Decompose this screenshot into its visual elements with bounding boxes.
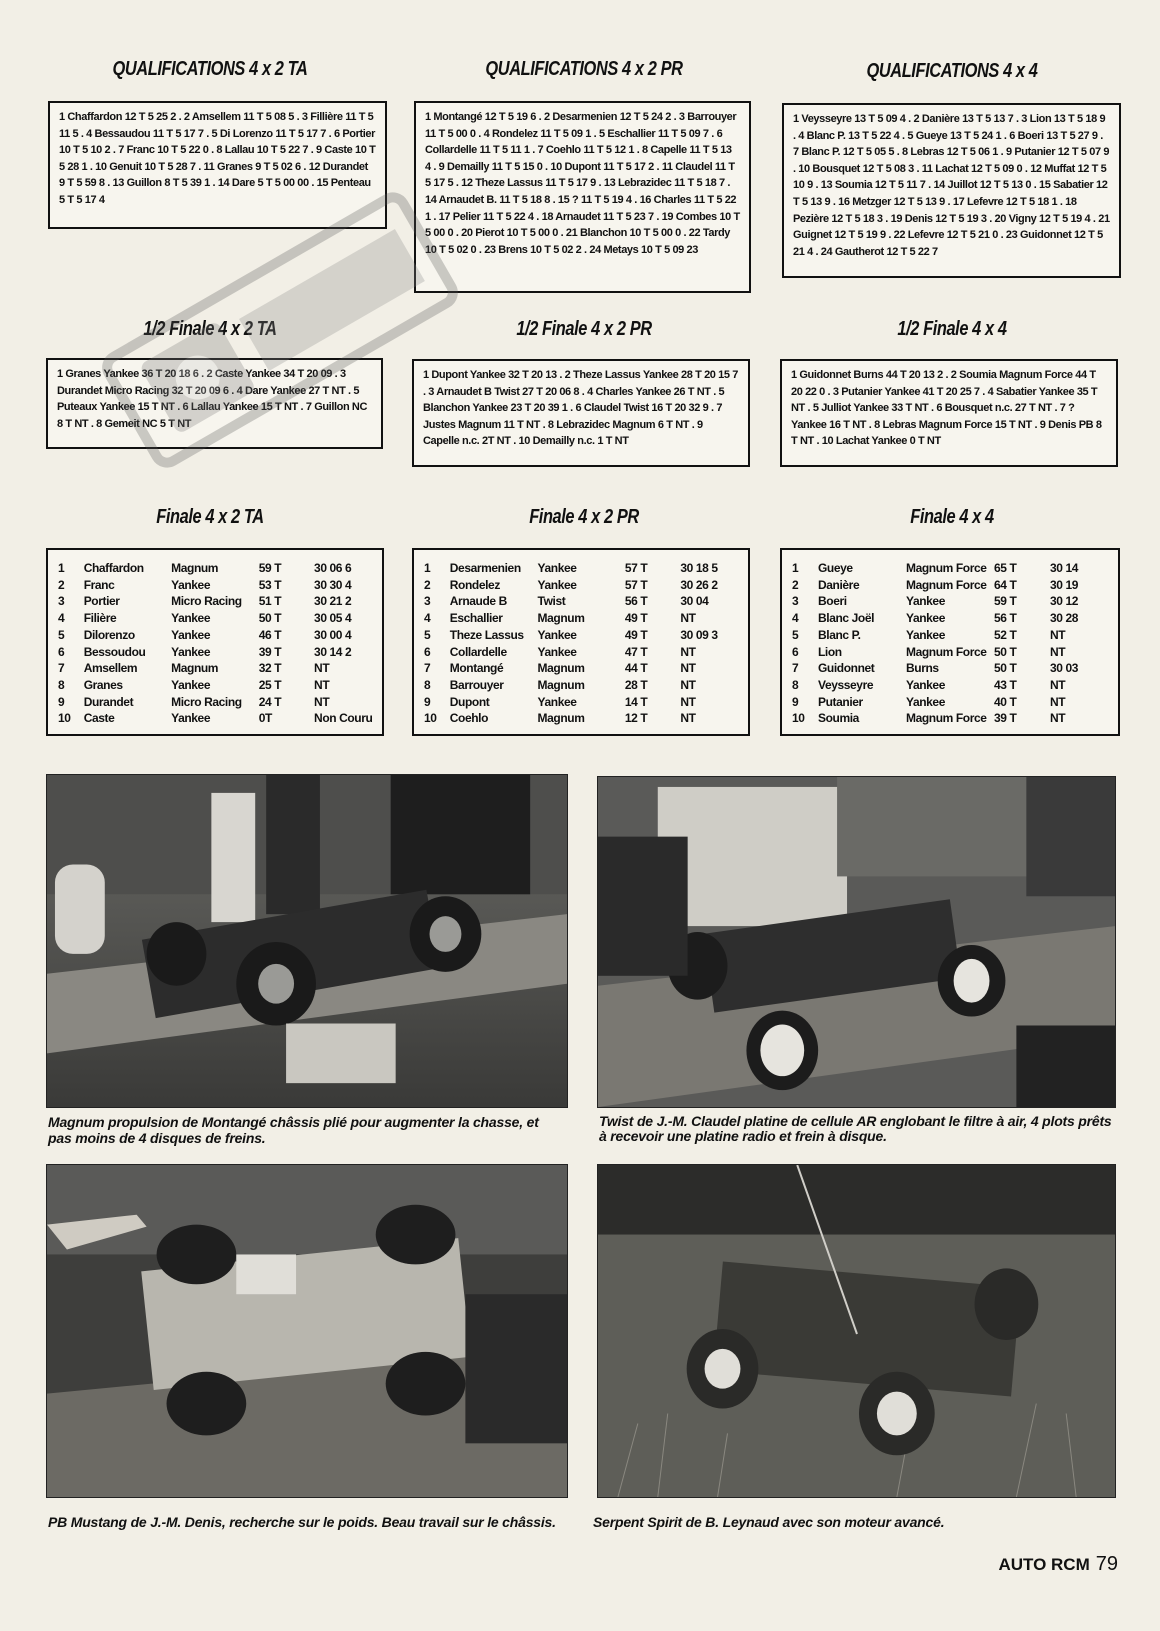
position-cell: 1 [792, 561, 799, 575]
time-cell: 30 28 [1050, 611, 1079, 626]
results-semi-4x2ta [46, 358, 383, 449]
time-cell: 30 21 2 [314, 594, 352, 609]
laps-cell: 56 T [994, 611, 1017, 626]
laps-cell: 0T [258, 711, 272, 726]
position-cell: 9 [792, 694, 799, 709]
table-row [424, 677, 742, 694]
driver-cell: Filière [83, 611, 117, 626]
make-cell: Yankee [906, 594, 945, 609]
make-cell: Magnum Force [906, 577, 987, 592]
time-cell: 30 19 [1050, 577, 1079, 592]
driver-cell: Eschallier [449, 611, 503, 626]
driver-cell: Blanc Joël [818, 611, 875, 626]
results-text: 1 Granes Yankee 36 T 20 18 6 . 2 Caste Yankee 34 T 20 09 . 3 Durandet Micro Racing 32 T 20 09 6 . 4 Dare Yankee 27 T NT . 5 Puteaux Yankee 15 T NT . 6 Lallau Yankee 15 T NT . 7 Guillon NC 8 T NT . 8 Gemeit NC 5 T NT [57, 368, 368, 430]
laps-cell: 49 T [624, 627, 648, 642]
title-qualif-4x2pr: QUALIFICATIONS 4 x 2 PR [485, 58, 683, 80]
position-cell: 9 [424, 694, 431, 709]
final-table-4x2pr [412, 548, 750, 736]
laps-cell: 32 T [258, 661, 282, 676]
position-cell: 10 [424, 711, 437, 726]
position-cell: 7 [58, 661, 65, 676]
time-cell: NT [314, 661, 330, 676]
position-cell: 8 [792, 677, 799, 692]
make-cell: Yankee [537, 561, 577, 575]
table-row [424, 560, 742, 577]
position-cell: 8 [58, 677, 65, 692]
position-cell: 6 [792, 644, 799, 659]
driver-cell: Portier [83, 594, 120, 609]
make-cell: Magnum [537, 661, 585, 676]
time-cell: 30 14 [1050, 561, 1079, 575]
final-results-table [58, 560, 376, 727]
photo-twist-claudel [597, 776, 1116, 1108]
results-semi-4x4 [780, 359, 1118, 467]
title-qualif-4x2ta: QUALIFICATIONS 4 x 2 TA [112, 58, 308, 80]
position-cell: 3 [792, 594, 799, 609]
table-row [58, 694, 376, 711]
table-row [58, 610, 376, 627]
time-cell: NT [680, 644, 696, 659]
make-cell: Yankee [537, 644, 577, 659]
make-cell: Yankee [537, 627, 577, 642]
position-cell: 6 [424, 644, 431, 659]
results-text: 1 Chaffardon 12 T 5 25 2 . 2 Amsellem 11 T 5 08 5 . 3 Fillière 11 T 5 11 5 . 4 Bessaudou 11 T 5 17 7 . 5 Di Lorenzo 11 T 5 17 7 . 6 Portier 10 T 5 10 2 . 7 Franc 10 T 5 22 0 . 8 Lallau 10 T 5 22 7 . 9 Caste 10 T 5 28 1 . 10 Genuit 10 T 5 28 7 . 11 Granes 9 T 5 02 6 . 12 Durandet 9 T 5 59 8 . 13 Guillon 8 T 5 39 1 . 14 Dare 5 T 5 00 00 . 15 Penteau 5 T 5 17 4 [59, 111, 376, 206]
laps-cell: 24 T [258, 694, 282, 709]
time-cell: 30 12 [1050, 594, 1079, 609]
position-cell: 10 [58, 711, 71, 726]
position-cell: 8 [424, 677, 431, 692]
driver-cell: Barrouyer [449, 677, 504, 692]
table-row [792, 644, 1112, 661]
final-results-table [792, 560, 1112, 727]
make-cell: Burns [906, 661, 939, 676]
driver-cell: Coehlo [449, 711, 489, 726]
photo-serpent-spirit-leynaud [597, 1164, 1116, 1498]
make-cell: Yankee [171, 644, 211, 659]
driver-cell: Franc [83, 577, 115, 592]
position-cell: 7 [424, 661, 431, 676]
results-text: 1 Dupont Yankee 32 T 20 13 . 2 Theze Lassus Yankee 28 T 20 15 7 . 3 Arnaudet B Twist 27 T 20 06 8 . 4 Charles Yankee 26 T NT . 5 Blanchon Yankee 23 T 20 39 1 . 6 Claudel Twist 16 T 20 32 9 . 7 Justes Magnum 11 T NT . 8 Lebrazidec Magnum 6 T NT . 9 Capelle n.c. 2T NT . 10 Demailly n.c. 1 T NT [423, 369, 738, 448]
laps-cell: 59 T [258, 561, 282, 575]
driver-cell: Desarmenien [449, 561, 521, 575]
table-row [792, 627, 1112, 644]
driver-cell: Putanier [818, 694, 863, 709]
time-cell: NT [680, 694, 696, 709]
driver-cell: Gueye [818, 561, 853, 575]
laps-cell: 57 T [624, 577, 648, 592]
laps-cell: 65 T [994, 561, 1017, 575]
make-cell: Micro Racing [171, 694, 242, 709]
laps-cell: 52 T [994, 627, 1017, 642]
table-row [58, 677, 376, 694]
laps-cell: 50 T [994, 644, 1017, 659]
table-row [424, 660, 742, 677]
table-row [58, 577, 376, 594]
make-cell: Magnum [537, 711, 585, 726]
laps-cell: 50 T [258, 611, 282, 626]
time-cell: 30 06 6 [314, 561, 352, 575]
time-cell: 30 30 4 [314, 577, 352, 592]
make-cell: Yankee [171, 611, 211, 626]
laps-cell: 39 T [258, 644, 282, 659]
results-qualif-4x4 [782, 103, 1121, 278]
laps-cell: 51 T [258, 594, 282, 609]
time-cell: NT [680, 611, 696, 626]
table-row [792, 677, 1112, 694]
photo-pb-mustang-denis [46, 1164, 568, 1498]
table-row [424, 694, 742, 711]
position-cell: 9 [58, 694, 65, 709]
make-cell: Micro Racing [171, 594, 242, 609]
position-cell: 2 [424, 577, 431, 592]
title-final-4x2ta: Finale 4 x 2 TA [156, 506, 264, 528]
position-cell: 7 [792, 661, 799, 676]
title-qualif-4x4: QUALIFICATIONS 4 x 4 [866, 60, 1038, 82]
laps-cell: 59 T [994, 594, 1017, 609]
time-cell: 30 04 [680, 594, 709, 609]
results-semi-4x2pr [412, 359, 750, 467]
final-table-4x4 [780, 548, 1120, 736]
laps-cell: 56 T [624, 594, 648, 609]
table-row [792, 610, 1112, 627]
title-semi-4x2ta: 1/2 Finale 4 x 2 TA [143, 318, 277, 340]
position-cell: 5 [792, 627, 799, 642]
make-cell: Yankee [171, 627, 211, 642]
title-final-4x2pr: Finale 4 x 2 PR [529, 506, 639, 528]
laps-cell: 40 T [994, 694, 1017, 709]
time-cell: NT [680, 661, 696, 676]
laps-cell: 44 T [624, 661, 648, 676]
make-cell: Yankee [537, 577, 577, 592]
position-cell: 6 [58, 644, 65, 659]
driver-cell: Durandet [83, 694, 134, 709]
title-final-4x4: Finale 4 x 4 [910, 506, 994, 528]
make-cell: Magnum [537, 611, 585, 626]
position-cell: 3 [58, 594, 65, 609]
time-cell: NT [1050, 677, 1066, 692]
table-row [58, 660, 376, 677]
caption-pb-mustang-denis: PB Mustang de J.-M. Denis, recherche sur le poids. Beau travail sur le châssis. [48, 1514, 556, 1530]
laps-cell: 43 T [994, 677, 1017, 692]
position-cell: 2 [792, 577, 799, 592]
table-row [424, 627, 742, 644]
laps-cell: 25 T [258, 677, 282, 692]
driver-cell: Lion [818, 644, 842, 659]
time-cell: NT [1050, 644, 1066, 659]
make-cell: Twist [537, 594, 566, 609]
driver-cell: Dilorenzo [83, 627, 135, 642]
driver-cell: Rondelez [449, 577, 500, 592]
position-cell: 3 [424, 594, 431, 609]
driver-cell: Dupont [449, 694, 490, 709]
page-footer [998, 1553, 1118, 1576]
laps-cell: 64 T [994, 577, 1017, 592]
driver-cell: Bessoudou [83, 644, 146, 659]
position-cell: 4 [792, 611, 799, 626]
laps-cell: 14 T [624, 694, 648, 709]
table-row [424, 610, 742, 627]
driver-cell: Caste [83, 711, 115, 726]
table-row [424, 644, 742, 661]
results-text: 1 Montangé 12 T 5 19 6 . 2 Desarmenien 12 T 5 24 2 . 3 Barrouyer 11 T 5 00 0 . 4 Rondelez 11 T 5 09 1 . 5 Eschallier 11 T 5 09 7 . 6 Collardelle 11 T 5 11 1 . 7 Coehlo 11 T 5 12 1 . 8 Capelle 11 T 5 13 4 . 9 Demailly 11 T 5 15 0 . 10 Dupont 11 T 5 17 2 . 11 Claudel 11 T 5 17 5 . 12 Theze Lassus 11 T 5 17 9 . 13 Lebrazidec 11 T 5 18 7 . 14 Arnaudet B. 11 T 5 18 8 . 15 ? 11 T 5 19 4 . 16 Charles 11 T 5 22 1 . 17 Pelier 11 T 5 22 4 . 18 Arnaudet 11 T 5 23 7 . 19 Combes 10 T 5 00 0 . 20 Pierot 10 T 5 00 0 . 21 Blanchon 10 T 5 00 0 . 22 Tardy 10 T 5 02 0 . 23 Brens 10 T 5 02 2 . 24 Metays 10 T 5 09 23 [425, 111, 740, 256]
make-cell: Magnum [537, 677, 585, 692]
time-cell: 30 18 5 [680, 561, 718, 575]
time-cell: NT [1050, 711, 1066, 726]
magazine-name: AUTO RCM [998, 1555, 1090, 1574]
time-cell: 30 26 2 [680, 577, 718, 592]
results-text: 1 Veysseyre 13 T 5 09 4 . 2 Danière 13 T 5 13 7 . 3 Lion 13 T 5 18 9 . 4 Blanc P. 13 T 5 22 4 . 5 Gueye 13 T 5 24 1 . 6 Boeri 13 T 5 27 9 . 7 Blanc P. 12 T 5 05 5 . 8 Lebras 12 T 5 06 1 . 9 Putanier 12 T 5 07 9 . 10 Bousquet 12 T 5 08 3 . 11 Lachat 12 T 5 09 0 . 12 Muffat 12 T 5 10 9 . 13 Soumia 12 T 5 11 7 . 14 Juillot 12 T 5 13 0 . 15 Sabatier 12 T 5 13 9 . 16 Metzger 12 T 5 13 9 . 17 Lefevre 12 T 5 18 1 . 18 Pezière 12 T 5 18 3 . 19 Denis 12 T 5 19 3 . 20 Vigny 12 T 5 19 4 . 21 Guignet 12 T 5 19 9 . 22 Lefevre 12 T 5 21 0 . 23 Guidonnet 12 T 5 21 4 . 24 Gautherot 12 T 5 22 7 [793, 113, 1110, 258]
time-cell: NT [1050, 694, 1066, 709]
time-cell: 30 03 [1050, 661, 1079, 676]
make-cell: Yankee [171, 577, 211, 592]
laps-cell: 49 T [624, 611, 648, 626]
table-row [424, 577, 742, 594]
make-cell: Yankee [906, 694, 945, 709]
time-cell: 30 14 2 [314, 644, 352, 659]
table-row [424, 710, 742, 727]
laps-cell: 57 T [624, 561, 648, 575]
caption-serpent-spirit-leynaud: Serpent Spirit de B. Leynaud avec son moteur avancé. [593, 1514, 945, 1530]
position-cell: 1 [58, 561, 65, 575]
make-cell: Magnum [171, 561, 219, 575]
laps-cell: 53 T [258, 577, 282, 592]
results-qualif-4x2ta [48, 101, 387, 229]
title-semi-4x4: 1/2 Finale 4 x 4 [897, 318, 1007, 340]
table-row [792, 593, 1112, 610]
driver-cell: Blanc P. [818, 627, 861, 642]
position-cell: 10 [792, 711, 805, 726]
time-cell: 30 00 4 [314, 627, 352, 642]
table-row [58, 627, 376, 644]
time-cell: Non Couru [314, 711, 373, 726]
table-row [58, 560, 376, 577]
table-row [424, 593, 742, 610]
laps-cell: 46 T [258, 627, 282, 642]
final-table-4x2ta [46, 548, 384, 736]
make-cell: Magnum Force [906, 711, 987, 726]
table-row [792, 660, 1112, 677]
photo-magnum-montange [46, 774, 568, 1108]
results-qualif-4x2pr [414, 101, 751, 293]
position-cell: 5 [424, 627, 431, 642]
position-cell: 4 [424, 611, 431, 626]
time-cell: NT [680, 711, 696, 726]
driver-cell: Guidonnet [818, 661, 875, 676]
driver-cell: Soumia [818, 711, 859, 726]
table-row [792, 577, 1112, 594]
driver-cell: Arnaude B [449, 594, 507, 609]
make-cell: Magnum Force [906, 561, 987, 575]
driver-cell: Collardelle [449, 644, 507, 659]
time-cell: NT [314, 677, 330, 692]
driver-cell: Granes [83, 677, 123, 692]
driver-cell: Theze Lassus [449, 627, 524, 642]
make-cell: Magnum [171, 661, 219, 676]
table-row [792, 710, 1112, 727]
caption-twist-claudel: Twist de J.-M. Claudel platine de cellule AR englobant le filtre à air, 4 plots prêts à recevoir une platine radio et frein à disque. [599, 1113, 1112, 1144]
position-cell: 1 [424, 561, 431, 575]
time-cell: NT [680, 677, 696, 692]
caption-magnum-montange: Magnum propulsion de Montangé châssis plié pour augmenter la chasse, et pas moins de 4 disques de freins. [48, 1114, 539, 1146]
driver-cell: Boeri [818, 594, 847, 609]
table-row [792, 560, 1112, 577]
laps-cell: 28 T [624, 677, 648, 692]
driver-cell: Veysseyre [818, 677, 874, 692]
make-cell: Magnum Force [906, 644, 987, 659]
table-row [792, 694, 1112, 711]
driver-cell: Montangé [449, 661, 504, 676]
table-row [58, 593, 376, 610]
results-text: 1 Guidonnet Burns 44 T 20 13 2 . 2 Soumia Magnum Force 44 T 20 22 0 . 3 Putanier Yankee 41 T 20 25 7 . 4 Sabatier Yankee 35 T NT . 5 Julliot Yankee 33 T NT . 6 Bousquet n.c. 27 T NT . 7 ? Yankee 16 T NT . 8 Lebras Magnum Force 15 T NT . 9 Denis PB 8 T NT . 10 Lachat Yankee 0 T NT [791, 369, 1102, 448]
make-cell: Yankee [171, 711, 211, 726]
table-row [58, 710, 376, 727]
final-results-table [424, 560, 742, 727]
make-cell: Yankee [906, 677, 945, 692]
make-cell: Yankee [906, 611, 945, 626]
driver-cell: Chaffardon [83, 561, 144, 575]
laps-cell: 12 T [624, 711, 648, 726]
position-cell: 4 [58, 611, 65, 626]
time-cell: 30 09 3 [680, 627, 718, 642]
time-cell: 30 05 4 [314, 611, 352, 626]
driver-cell: Danière [818, 577, 860, 592]
make-cell: Yankee [171, 677, 211, 692]
laps-cell: 47 T [624, 644, 648, 659]
time-cell: NT [1050, 627, 1066, 642]
make-cell: Yankee [537, 694, 577, 709]
laps-cell: 50 T [994, 661, 1017, 676]
title-semi-4x2pr: 1/2 Finale 4 x 2 PR [516, 318, 652, 340]
position-cell: 2 [58, 577, 65, 592]
page-number: 79 [1095, 1553, 1118, 1575]
driver-cell: Amsellem [83, 661, 138, 676]
time-cell: NT [314, 694, 330, 709]
position-cell: 5 [58, 627, 65, 642]
make-cell: Yankee [906, 627, 945, 642]
laps-cell: 39 T [994, 711, 1017, 726]
table-row [58, 644, 376, 661]
